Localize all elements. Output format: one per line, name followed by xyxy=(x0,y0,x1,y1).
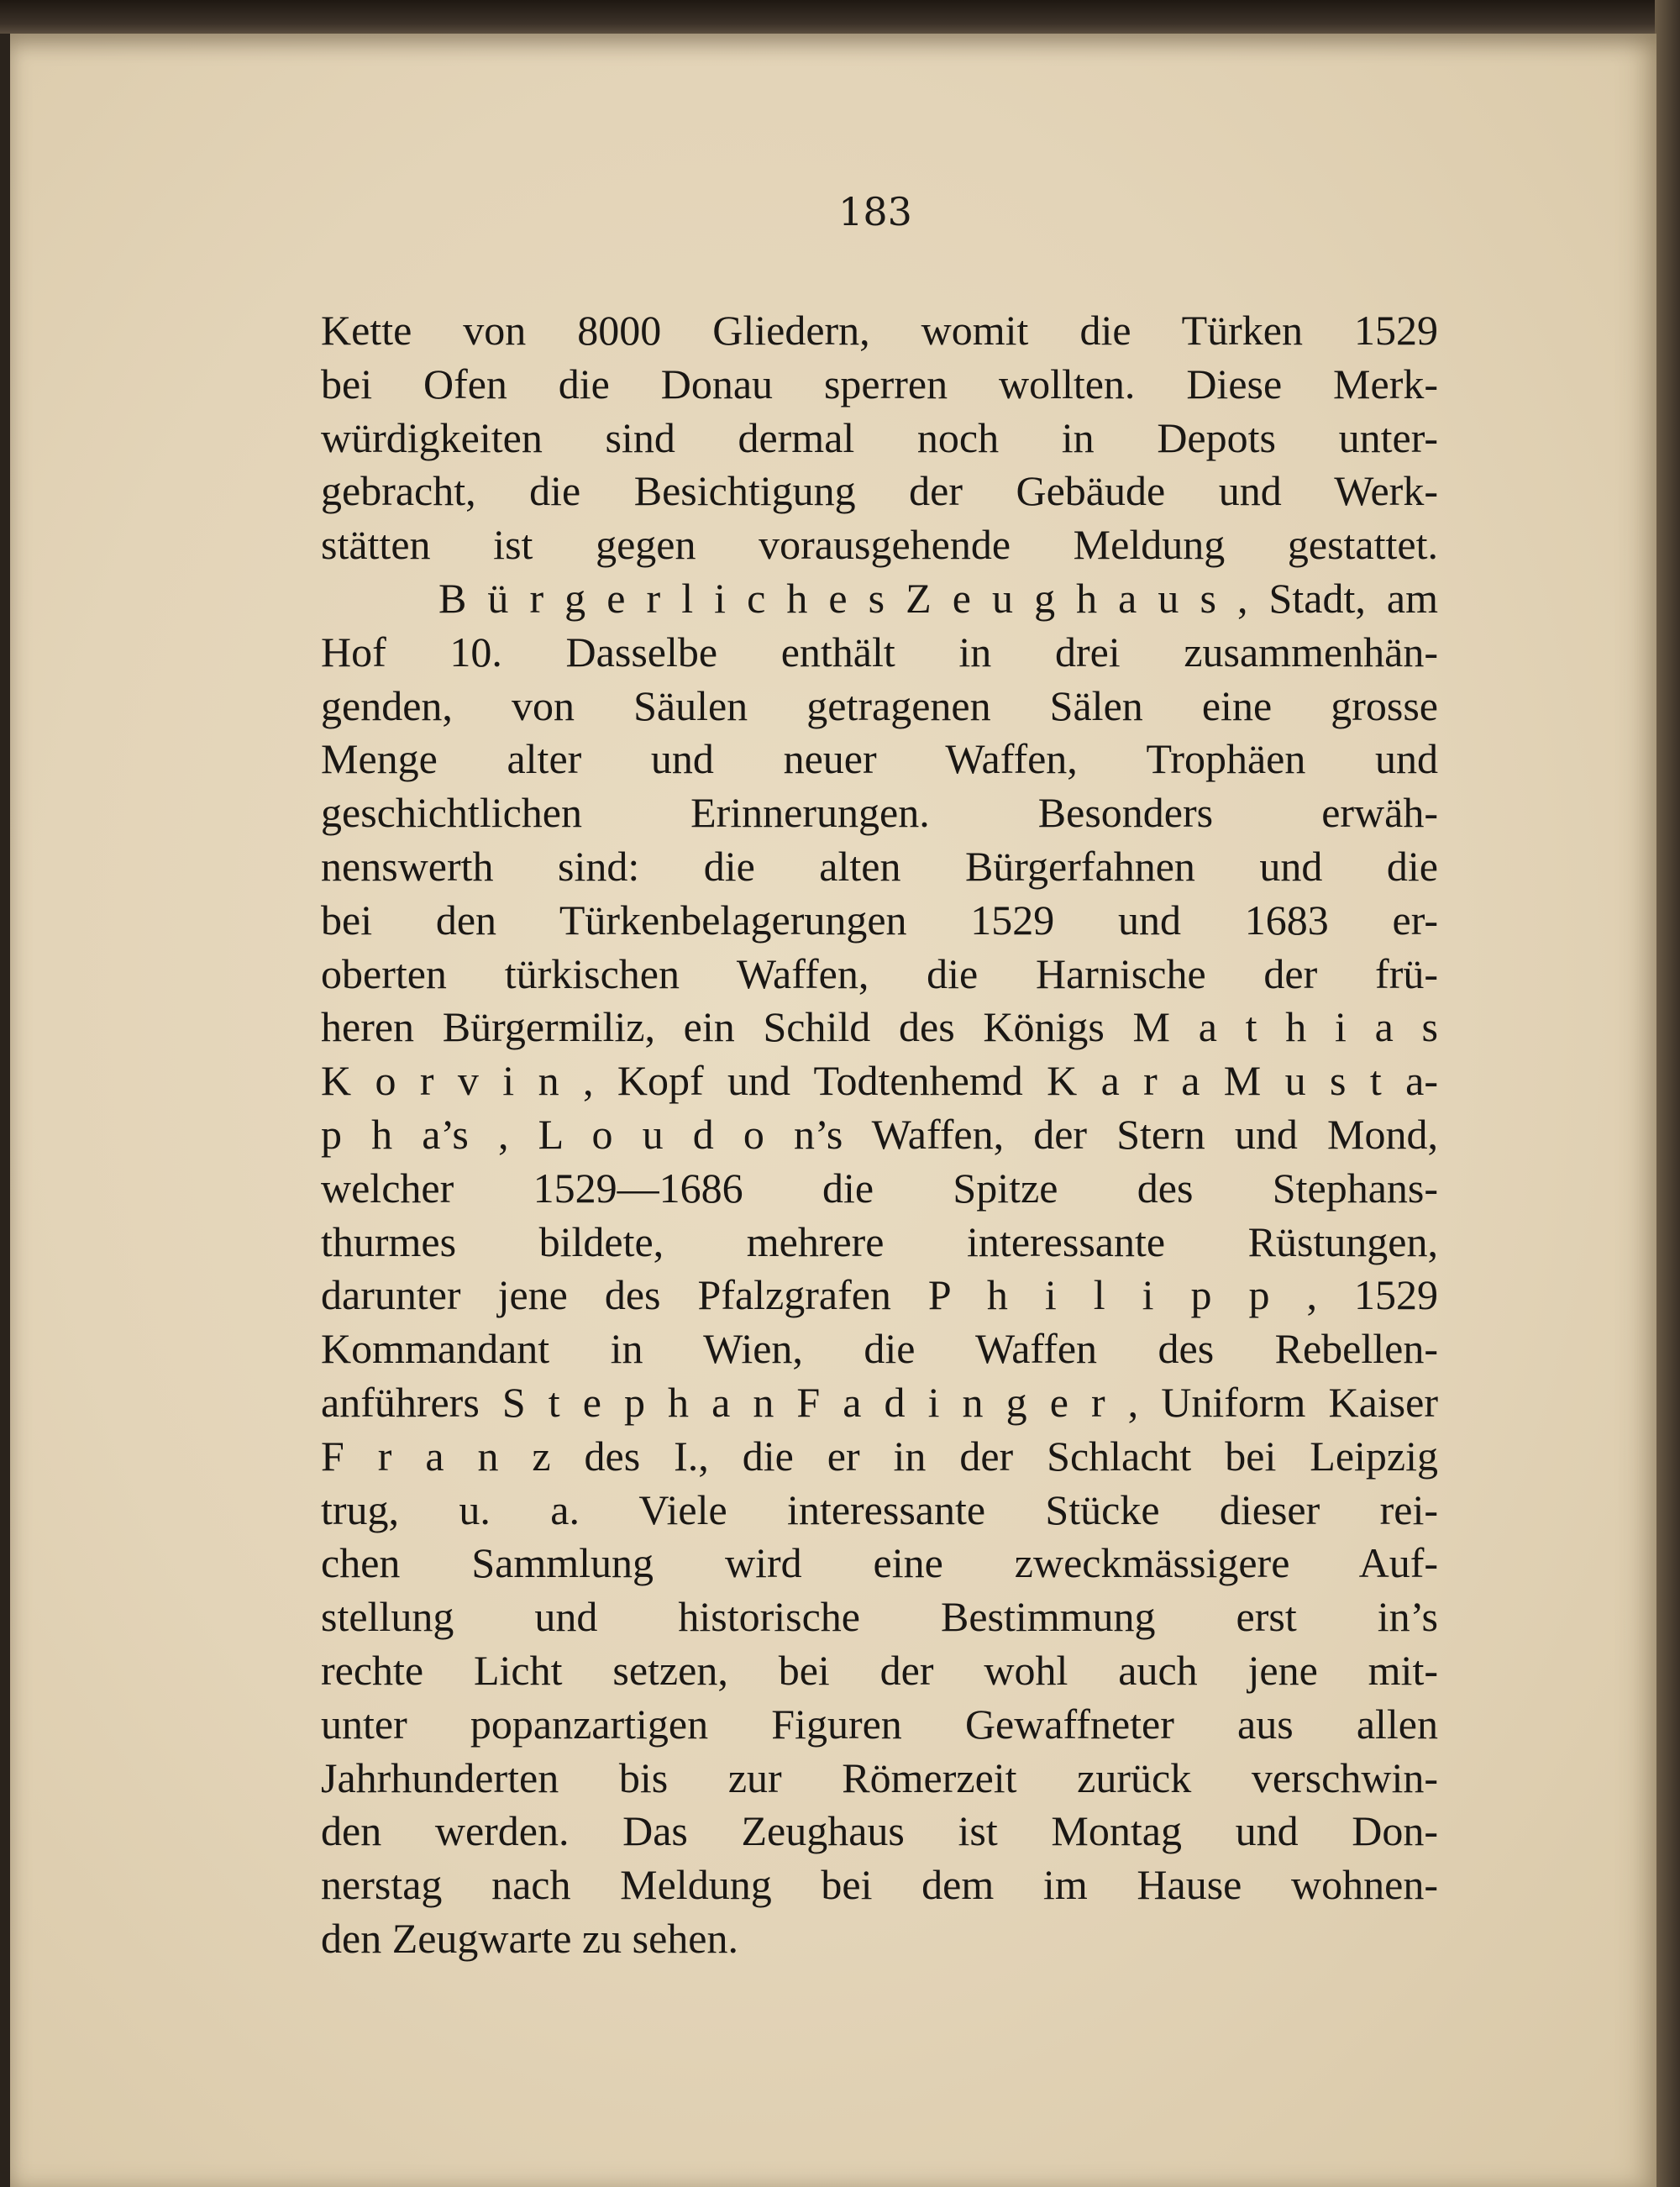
text-line: Kommandant in Wien, die Waffen des Rebellen- xyxy=(321,1325,1438,1373)
text-line: genden, von Säulen getragenen Sälen eine grosse xyxy=(321,681,1438,729)
body-text xyxy=(321,304,1438,1966)
text-line: nenswerth sind: die alten Bürgerfahnen und die xyxy=(321,842,1438,890)
text-line: Kette von 8000 Gliedern, womit die Türken 1529 xyxy=(321,307,1438,354)
book-binding-edge xyxy=(1655,0,1680,2187)
text-line: oberten türkischen Waffen, die Harnische der frü- xyxy=(321,949,1438,997)
text-line: nerstag nach Meldung bei dem im Hause wohnen- xyxy=(321,1861,1438,1909)
text-line: stätten ist gegen vorausgehende Meldung gestattet. xyxy=(321,521,1438,569)
page-number: 183 xyxy=(838,189,912,234)
text-line: bei den Türkenbelagerungen 1529 und 1683 er- xyxy=(321,896,1438,944)
text-line: Hof 10. Dasselbe enthält in drei zusammenhän- xyxy=(321,628,1438,676)
text-line: bei Ofen die Donau sperren wollten. Diese Merk- xyxy=(321,360,1438,407)
text-line: B ü r g e r l i c h e s Z e u g h a u s , Stadt, am xyxy=(438,574,1438,622)
text-line: anführers S t e p h a n F a d i n g e r , Uniform Kaiser xyxy=(321,1378,1438,1426)
text-line: den Zeugwarte zu sehen. xyxy=(321,1914,738,1962)
text-line: p h a’s , L o u d o n’s Waffen, der Stern und Mond, xyxy=(321,1110,1438,1158)
text-line: gebracht, die Besichtigung der Gebäude und Werk- xyxy=(321,467,1438,515)
text-line: Menge alter und neuer Waffen, Trophäen und xyxy=(321,735,1438,783)
text-line: welcher 1529—1686 die Spitze des Stephans- xyxy=(321,1164,1438,1212)
text-line: geschichtlichen Erinnerungen. Besonders erwäh- xyxy=(321,789,1438,837)
text-line: F r a n z des I., die er in der Schlacht bei Leipzig xyxy=(321,1432,1438,1480)
text-line: thurmes bildete, mehrere interessante Rüstungen, xyxy=(321,1217,1438,1265)
book-binding-top xyxy=(0,0,1680,34)
text-line: Jahrhunderten bis zur Römerzeit zurück verschwin- xyxy=(321,1753,1438,1801)
text-line: den werden. Das Zeughaus ist Montag und Don- xyxy=(321,1807,1438,1855)
text-line: unter popanzartigen Figuren Gewaffneter aus allen xyxy=(321,1700,1438,1748)
text-line: trug, u. a. Viele interessante Stücke dieser rei- xyxy=(321,1485,1438,1533)
book-page xyxy=(10,34,1656,2187)
text-line: rechte Licht setzen, bei der wohl auch jene mit- xyxy=(321,1646,1438,1694)
text-line: stellung und historische Bestimmung erst in’s xyxy=(321,1593,1438,1641)
text-line: K o r v i n , Kopf und Todtenhemd K a r a M u s t a- xyxy=(321,1057,1438,1105)
text-line: darunter jene des Pfalzgrafen P h i l i p p , 1529 xyxy=(321,1271,1438,1319)
text-line: heren Bürgermiliz, ein Schild des Königs M a t h i a s xyxy=(321,1003,1438,1051)
text-line: chen Sammlung wird eine zweckmässigere Auf- xyxy=(321,1539,1438,1587)
text-line: würdigkeiten sind dermal noch in Depots unter- xyxy=(321,413,1438,461)
